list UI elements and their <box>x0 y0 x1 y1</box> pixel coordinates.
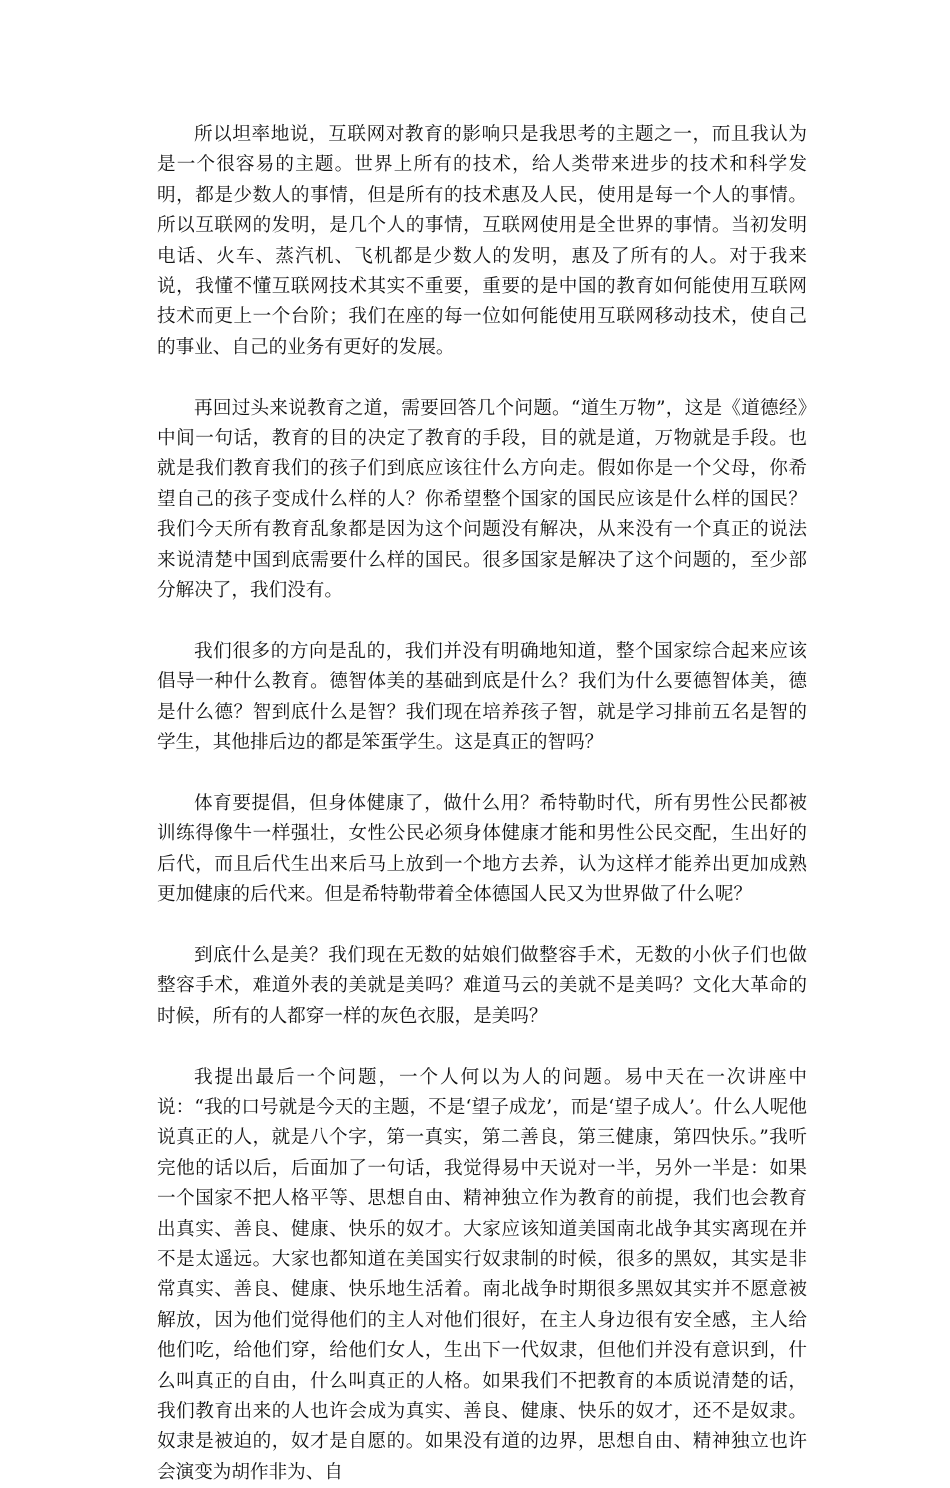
paragraph-internet-education: 所以坦率地说，互联网对教育的影响只是我思考的主题之一，而且我认为是一个很容易的主题。世界上所有的技术，给人类带来进步的技术和科学发明，都是少数人的事情，但是所有的技术惠及人民，使用是每一个人的事情。所以互联网的发明，是几个人的事情，互联网使用是全世界的事情。当初发明电话、火车、蒸汽机、飞机都是少数人的发明，惠及了所有的人。对于我来说，我懂不懂互联网技术其实不重要，重要的是中国的教育如何能使用互联网技术而更上一个台阶；我们在座的每一位如何能使用互联网移动技术，使自己的事业、自己的业务有更好的发展。 <box>157 124 807 358</box>
paragraph-way-of-education: 再回过头来说教育之道，需要回答几个问题。“道生万物”，这是《道德经》中间一句话，教育的目的决定了教育的手段，目的就是道，万物就是手段。也就是我们教育我们的孩子们到底应该往什么方向走。假如你是一个父母，你希望自己的孩子变成什么样的人？你希望整个国家的国民应该是什么样的国民？我们今天所有教育乱象都是因为这个问题没有解决，从来没有一个真正的说法来说清楚中国到底需要什么样的国民。很多国家是解决了这个问题的，至少部分解决了，我们没有。 <box>157 397 807 602</box>
paragraph-direction-of-education: 我们很多的方向是乱的，我们并没有明确地知道，整个国家综合起来应该倡导一种什么教育。德智体美的基础到底是什么？我们为什么要德智体美，德是什么德？智到底什么是智？我们现在培养孩子智，就是学习排前五名是智的学生，其他排后边的都是笨蛋学生。这是真正的智吗？ <box>157 640 807 754</box>
paragraph-physical-education: 体育要提倡，但身体健康了，做什么用？希特勒时代，所有男性公民都被训练得像牛一样强壮，女性公民必须身体健康才能和男性公民交配，生出好的后代，而且后代生出来后马上放到一个地方去养，认为这样才能养出更加成熟更加健康的后代来。但是希特勒带着全体德国人民又为世界做了什么呢？ <box>157 792 807 906</box>
paragraph-what-makes-a-person: 我提出最后一个问题，一个人何以为人的问题。易中天在一次讲座中说：“我的口号就是今天的主题，不是‘望子成龙’，而是‘望子成人’。什么人呢他说真正的人，就是八个字，第一真实，第二善良，第三健康，第四快乐。”我听完他的话以后，后面加了一句话，我觉得易中天说对一半，另外一半是：如果一个国家不把人格平等、思想自由、精神独立作为教育的前提，我们也会教育出真实、善良、健康、快乐的奴才。大家应该知道美国南北战争其实离现在并不是太遥远。大家也都知道在美国实行奴隶制的时候，很多的黑奴，其实是非常真实、善良、健康、快乐地生活着。南北战争时期很多黑奴其实并不愿意被解放，因为他们觉得他们的主人对他们很好，在主人身边很有安全感，主人给他们吃，给他们穿，给他们女人，生出下一代奴隶，但他们并没有意识到，什么叫真正的自由，什么叫真正的人格。如果我们不把教育的本质说清楚的话，我们教育出来的人也许会成为真实、善良、健康、快乐的奴才，还不是奴隶。奴隶是被迫的，奴才是自愿的。如果没有道的边界，思想自由、精神独立也许会演变为胡作非为、自 <box>157 1066 807 1483</box>
paragraph-what-is-beauty: 到底什么是美？我们现在无数的姑娘们做整容手术，无数的小伙子们也做整容手术，难道外表的美就是美吗？难道马云的美就不是美吗？文化大革命的时候，所有的人都穿一样的灰色衣服，是美吗？ <box>157 944 807 1027</box>
document-page <box>157 120 807 1488</box>
